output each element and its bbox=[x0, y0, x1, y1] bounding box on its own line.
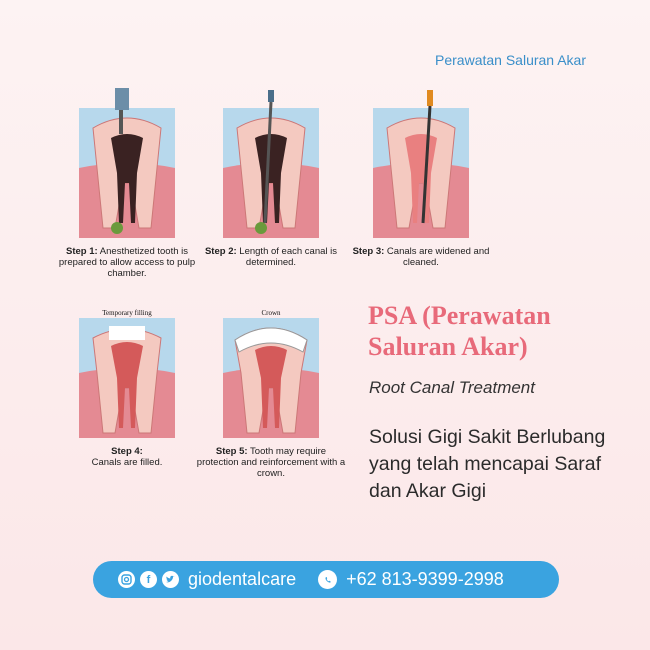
whatsapp-icon[interactable] bbox=[318, 570, 337, 589]
step-5 bbox=[196, 308, 346, 479]
step-1-text: Anesthetized tooth is prepared to allow access to pulp chamber. bbox=[58, 246, 196, 279]
step-1-title: Step 1: bbox=[65, 246, 98, 257]
step-5-caption bbox=[196, 446, 346, 479]
tooth-diagram-step-1 bbox=[79, 88, 175, 238]
step-5-text: Tooth may require protection and reinforcement with a crown. bbox=[196, 446, 346, 479]
step-4-text: Canals are filled. bbox=[91, 457, 163, 468]
contact-bar bbox=[93, 561, 559, 598]
tooth-diagram-step-4 bbox=[79, 308, 175, 438]
phone-number[interactable]: +62 813-9399-2998 bbox=[346, 569, 504, 589]
step-3-title: Step 3: bbox=[352, 246, 385, 257]
step-4-title: Step 4: bbox=[111, 446, 143, 457]
step-3-caption bbox=[346, 246, 496, 268]
step-2-text: Length of each canal is determined. bbox=[239, 246, 338, 268]
social-group bbox=[118, 569, 296, 590]
tooth-diagram-step-2 bbox=[223, 88, 319, 238]
tooth-diagram-step-5 bbox=[223, 308, 319, 438]
temporary-filling-label: Temporary filling bbox=[102, 309, 152, 317]
crown-label: Crown bbox=[261, 309, 281, 317]
step-2-caption bbox=[196, 246, 346, 268]
step-3 bbox=[346, 88, 496, 268]
header-label: Perawatan Saluran Akar bbox=[435, 52, 586, 68]
page-subtitle: Root Canal Treatment bbox=[369, 378, 535, 397]
social-handle[interactable]: giodentalcare bbox=[188, 569, 297, 589]
phone-group bbox=[318, 569, 504, 590]
step-3-text: Canals are widened and cleaned. bbox=[386, 246, 490, 268]
tooth-diagram-step-3 bbox=[373, 88, 469, 238]
twitter-icon[interactable] bbox=[162, 571, 179, 588]
step-2-title: Step 2: bbox=[204, 246, 237, 257]
step-4 bbox=[52, 308, 202, 468]
instagram-icon[interactable] bbox=[118, 571, 135, 588]
facebook-icon[interactable]: f bbox=[140, 571, 157, 588]
page-description: Solusi Gigi Sakit Berlubang yang telah mencapai Saraf dan Akar Gigi bbox=[369, 426, 606, 502]
step-4-caption bbox=[52, 446, 202, 468]
step-1-caption bbox=[52, 246, 202, 279]
step-5-title: Step 5: bbox=[215, 446, 248, 457]
page-title: PSA (Perawatan Saluran Akar) bbox=[368, 301, 551, 361]
step-1 bbox=[52, 88, 202, 279]
step-2 bbox=[196, 88, 346, 268]
